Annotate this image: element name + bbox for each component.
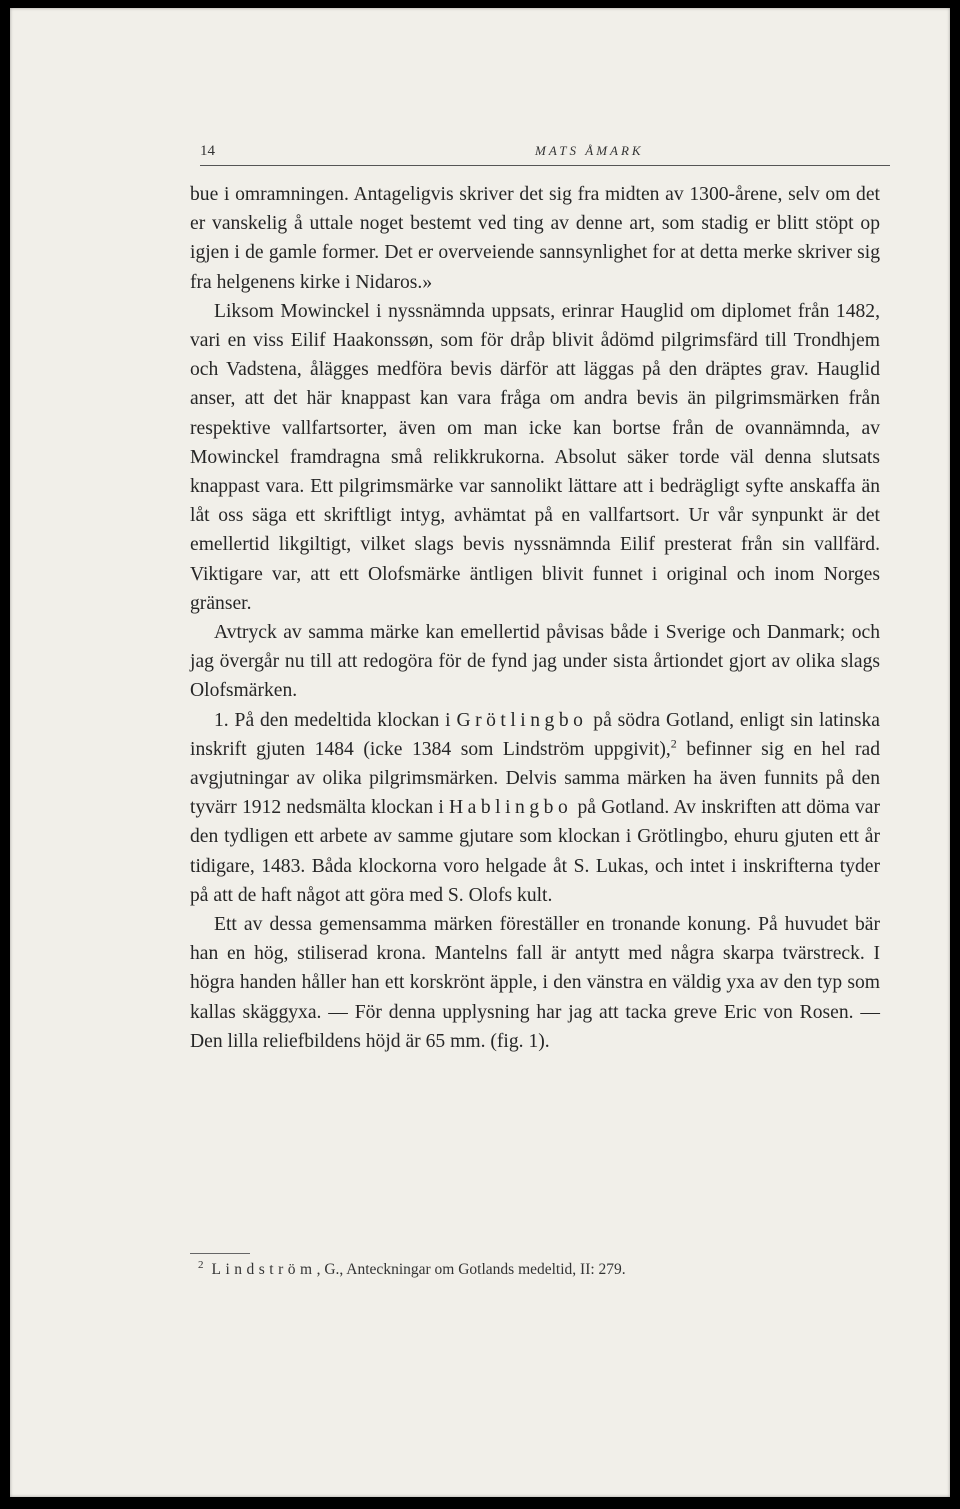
paragraph-grotlingbo — [190, 706, 880, 910]
place-name-grotlingbo: Grötlingbo — [456, 709, 588, 731]
page-number: 14 — [200, 143, 215, 159]
running-head: MATS ÅMARK — [535, 143, 644, 158]
footnote-reference[interactable]: 2 — [670, 736, 677, 751]
text-segment: befinner sig en hel rad avgjutningar av olika pilgrimsmärken. Delvis samma märken ha även funnits på den tyvärr 1912 nedsmälta klockan i — [190, 738, 880, 819]
footnote-text: , G., Anteckningar om Gotlands medeltid, II: 279. — [316, 1261, 626, 1278]
body-text — [190, 180, 880, 1056]
footnote-marker: 2 — [198, 1258, 204, 1271]
paragraph-hauglid: Liksom Mowinckel i nyssnämnda uppsats, erinrar Hauglid om diplomet från 1482, vari en viss Eilif Haakonssøn, som för dråp blivit ådömd pilgrimsfärd till Trondhjem och Vadstena, ålägges medföra bevis därför att läggas på den dräptes grav. Hauglid anser, att det här knappast kan vara fråga om andra bevis än pilgrimsmärken från respektive vallfartsorter, även om man icke kan bortse från de ovannämnda, av Mowinckel framdragna små relikkrukorna. Absolut säker torde väl denna slutsats knappast vara. Ett pilgrimsmärke var sannolikt lättare att i bedrägligt syfte anskaffa än låt oss säga ett skriftligt intyg, avhämtat på en vallfartsort. Ur vår synpunkt är det emellertid likgiltigt, vilket slags bevis nyssnämnda Eilif presterat från sin vallfärd. Viktigare var, att ett Olofsmärke äntligen blivit funnet i original och inom Norges gränser. — [190, 300, 880, 614]
paragraph-konung: Ett av dessa gemensamma märken föreställer en tronande konung. På huvudet bär han en hög, stiliserad krona. Mantelns fall är antytt med några skarpa tvärstreck. I högra handen håller han ett korskrönt äpple, i den vänstra en väldig yxa av den typ som kallas skäggyxa. — För denna upplysning har jag att tacka greve Eric von Rosen. — Den lilla reliefbildens höjd är 65 mm. (fig. 1). — [190, 914, 880, 1052]
place-name-hablingbo: Hablingbo — [449, 797, 573, 819]
footnote-author: Lindström — [211, 1261, 317, 1278]
footnote — [198, 1259, 878, 1281]
footnote-divider — [190, 1253, 250, 1254]
text-segment: på södra Gotland, enligt sin latinska inskrift gjuten 1484 (icke 1384 som Lindström uppgivit), — [190, 709, 880, 760]
paragraph-avtryck: Avtryck av samma märke kan emellertid påvisas både i Sverige och Danmark; och jag övergår nu till att redogöra för de fynd jag under sista årtiondet gjort av olika slags Olofsmärken. — [190, 622, 880, 702]
text-segment: på Gotland. Av inskriften att döma var den tydligen ett arbete av samme gjutare som klockan i Grötlingbo, ehuru gjuten ett år tidigare, 1483. Båda klockorna voro helgade åt S. Lukas, och intet i inskrifterna tyder på att de haft något att göra med S. Olofs kult. — [190, 797, 880, 906]
page-header — [200, 141, 890, 166]
paragraph-continuation: bue i omramningen. Antageligvis skriver det sig fra midten av 1300-årene, selv om det er vanskelig å uttale noget bestemt ved ting av denne art, som stadig er blitt stöpt op igjen i de gamle former. Det er overveiende sannsynlighet for at detta merke skriver sig fra helgenens kirke i Nidaros.» — [190, 184, 880, 293]
text-segment: 1. På den medeltida klockan i — [214, 709, 457, 731]
